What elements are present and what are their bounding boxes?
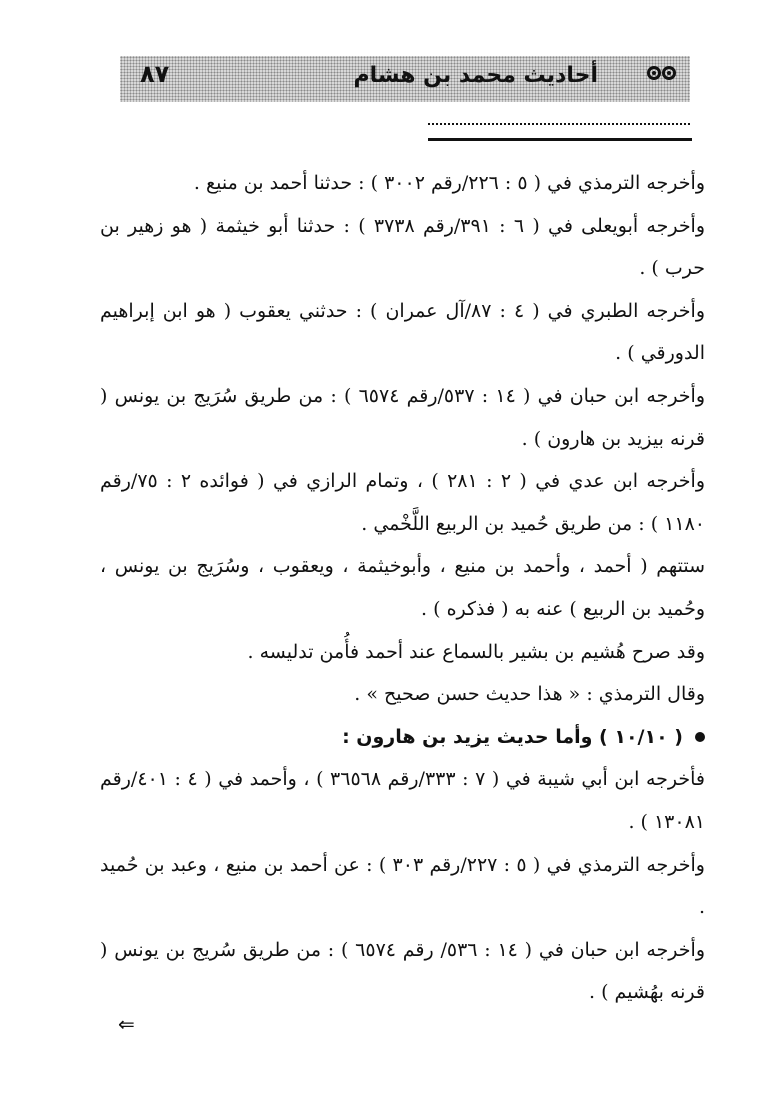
page-number: ٨٧ — [140, 60, 170, 88]
section-heading-text: ( ١٠/١٠ ) وأما حديث يزيد بن هارون : — [342, 725, 683, 748]
body-text — [100, 162, 705, 1014]
paragraph: وأخرجه الترمذي في ( ٥ : ٢٢٧/رقم ٣٠٣ ) : عن أحمد بن منيع ، وعبد بن حُميد . — [100, 853, 705, 919]
paragraph: وأخرجه ابن حبان في ( ١٤ : ٥٣٦/ رقم ٦٥٧٤ ) : من طريق سُريج بن يونس ( قرنه بهُشيم ) . — [100, 938, 705, 1004]
paragraph: وقد صرح هُشيم بن بشير بالسماع عند أحمد فأُمن تدليسه . — [247, 640, 705, 663]
solid-divider — [428, 138, 692, 141]
paragraph: ستتهم ( أحمد ، وأحمد بن منيع ، وأبوخيثمة ، ويعقوب ، وسُرَيج بن يونس ، وحُميد بن الربيع ) عنه به ( فذكره ) . — [100, 555, 705, 620]
running-title: أحاديث محمد بن هشام — [353, 63, 598, 88]
section-heading — [100, 716, 705, 759]
paragraph: وأخرجه الترمذي في ( ٥ : ٢٢٦/رقم ٣٠٠٢ ) : حدثنا أحمد بن منيع . — [193, 172, 705, 194]
paragraph: وأخرجه ابن حبان في ( ١٤ : ٥٣٧/رقم ٦٥٧٤ ) : من طريق سُرَيج بن يونس ( قرنه بيزيد بن هارون ) . — [100, 384, 706, 450]
paragraph: وأخرجه أبويعلى في ( ٦ : ٣٩١/رقم ٣٧٣٨ ) : حدثنا أبو خيثمة ( هو زهير بن حرب ) . — [100, 214, 706, 280]
paragraph: وأخرجه الطبري في ( ٤ : ٨٧/آل عمران ) : حدثني يعقوب ( هو ابن إبراهيم الدورقي ) . — [100, 299, 705, 365]
continue-arrow-icon: ⇐ — [118, 1012, 135, 1036]
double-circle-ornament-icon — [647, 66, 676, 80]
paragraph: فأخرجه ابن أبي شيبة في ( ٧ : ٣٣٣/رقم ٣٦٥٦٨ ) ، وأحمد في ( ٤ : ٤٠١/رقم ١٣٠٨١ ) . — [100, 768, 705, 833]
dotted-divider — [428, 113, 690, 125]
bullet-icon — [695, 732, 705, 742]
paragraph: وأخرجه ابن عدي في ( ٢ : ٢٨١ ) ، وتمام الرازي في ( فوائده ٢ : ٧٥/رقم ١١٨٠ ) : من طريق حُميد بن الربيع اللَّخْمي . — [100, 470, 706, 535]
paragraph: وقال الترمذي : « هذا حديث حسن صحيح » . — [354, 683, 705, 706]
